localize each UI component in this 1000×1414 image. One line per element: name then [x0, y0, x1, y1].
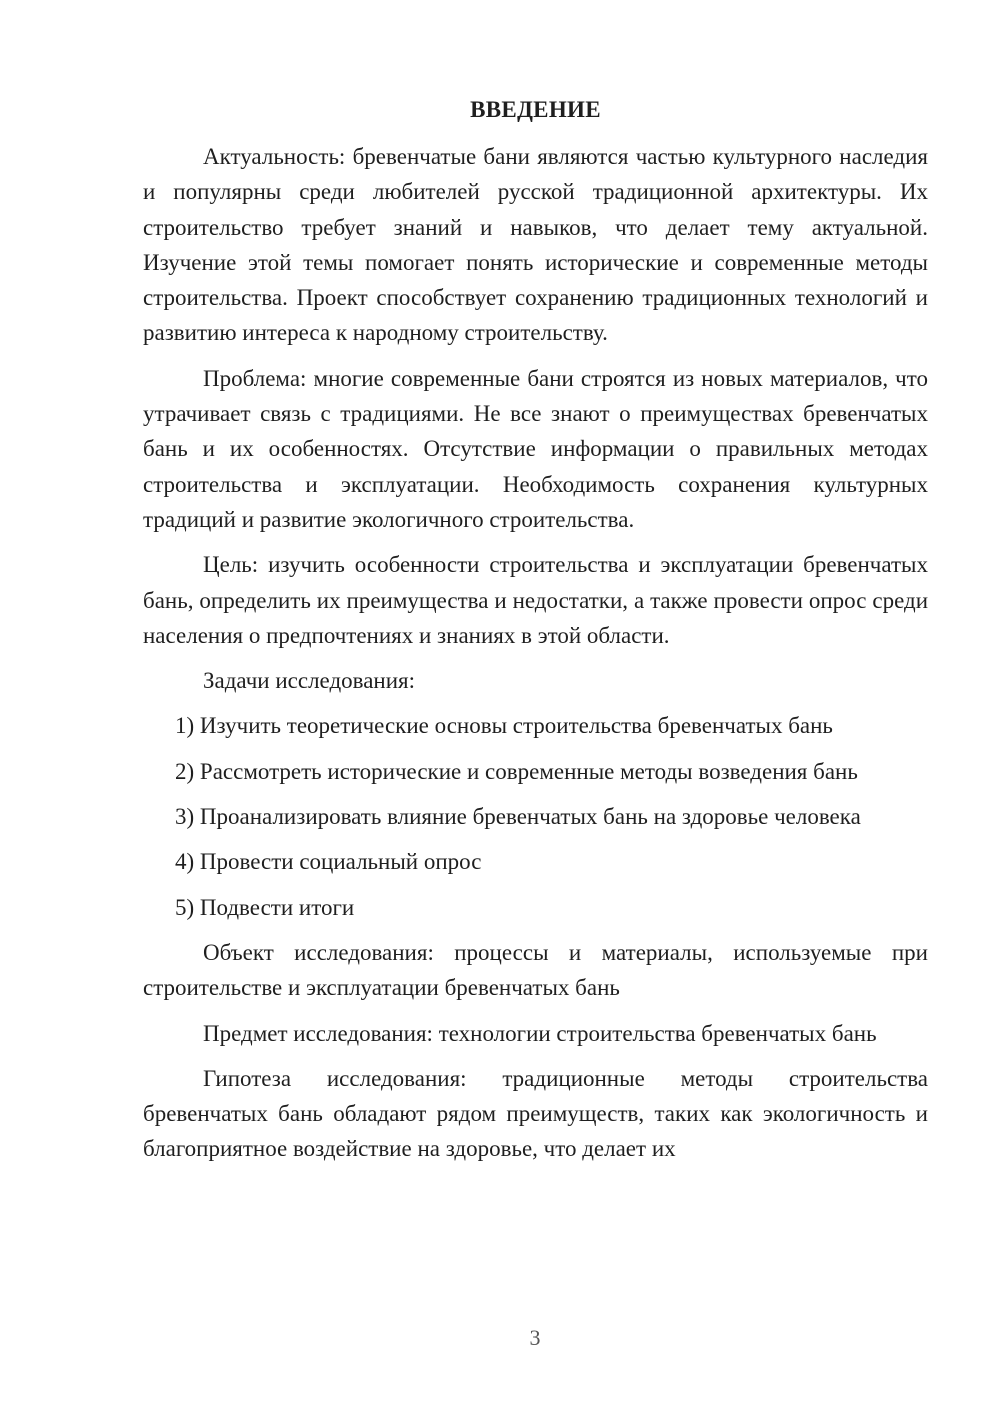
object-paragraph: Объект исследования: процессы и материалы, используемые при строительстве и эксплуатации бревенчатых бань — [143, 939, 928, 1001]
relevance-paragraph: Актуальность: бревенчатые бани являются частью культурного наследия и популярны среди любителей русской традиционной архитектуры. Их строительство требует знаний и навыков, что делает тему актуальной. Изучение этой темы помогает понять исторические и современные методы строительства. Проект способствует сохранению традиционных технологий и развитию интереса к народному строительству. — [143, 144, 928, 346]
goal-paragraph: Цель: изучить особенности строительства и эксплуатации бревенчатых бань, определить их преимущества и недостатки, а также провести опрос среди населения о предпочтениях и знаниях в этой области. — [143, 552, 928, 648]
problem-paragraph: Проблема: многие современные бани строятся из новых материалов, что утрачивает связь с традициями. Не все знают о преимуществах бревенчатых бань и их особенностях. Отсутствие информации о правильных методах строительства и эксплуатации. Необходимость сохранения культурных традиций и развитие экологичного строительства. — [143, 365, 928, 532]
document-body — [143, 95, 928, 1167]
page-number: 3 — [529, 1325, 541, 1350]
task-item-3: 3) Проанализировать влияние бревенчатых бань на здоровье человека — [175, 804, 861, 830]
subject-paragraph: Предмет исследования: технологии строительства бревенчатых бань — [203, 1020, 877, 1046]
section-heading: ВВЕДЕНИЕ — [470, 97, 601, 122]
task-item-5: 5) Подвести итоги — [175, 894, 355, 920]
task-item-1: 1) Изучить теоретические основы строительства бревенчатых бань — [175, 713, 833, 739]
hypothesis-paragraph: Гипотеза исследования: традиционные методы строительства бревенчатых бань обладают рядом преимуществ, таких как экологичность и благоприятное воздействие на здоровье, что делает их — [143, 1065, 928, 1162]
task-item-2: 2) Рассмотреть исторические и современные методы возведения бань — [175, 758, 858, 784]
tasks-list — [143, 708, 928, 924]
tasks-heading: Задачи исследования: — [203, 668, 416, 694]
task-item-4: 4) Провести социальный опрос — [175, 849, 482, 875]
